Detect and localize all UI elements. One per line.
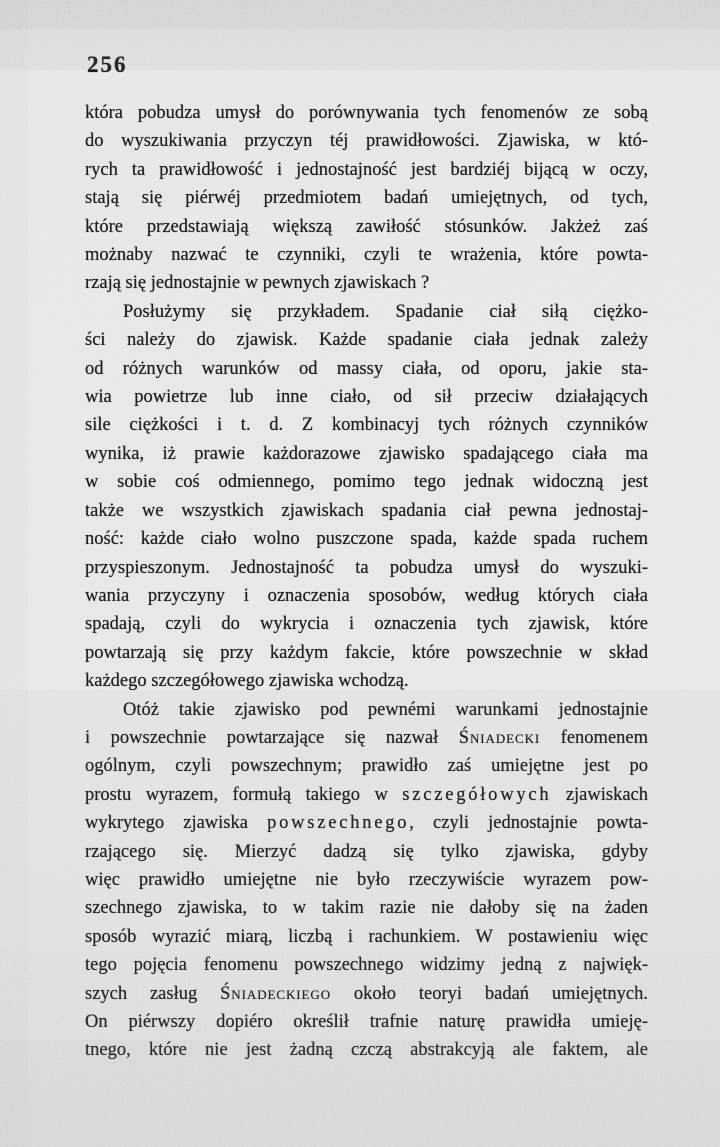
text-segment: do wyszukiwania przyczyn téj prawidłowości. Zjawiska, w któ- [85,131,648,152]
text-segment: wania przyczyny i oznaczenia sposobów, według których ciała [85,585,648,606]
text-segment: więc prawidło umiejętne nie było rzeczywiście wyrazem pow- [85,869,648,890]
text-line [85,752,648,780]
text-line [85,127,648,155]
text-segment: ność: każde ciało wolno puszczone spada, każde spada ruchem [85,529,648,550]
text-segment: powtarzają się przy każdym fakcie, które powszechnie w skład [85,642,648,663]
text-segment: On piérwszy dopiéro określił trafnie naturę prawidła umieję- [85,1012,648,1032]
text-segment: rych ta prawidłowość i jednostajność jest bardziéj bijącą w oczy, [85,159,648,180]
text-segment: zjawiskach [551,784,649,805]
text-segment: ogólnym, czyli powszechnym; prawidło zaś umiejętne jest po [85,756,648,777]
text-segment: które przedstawiają większą zawiłość stósunków. Jakżeż zaś [85,216,648,237]
text-line [85,667,648,695]
text-segment: każdego szczegółowego zjawiska wchodzą. [85,671,409,692]
text-segment: także we wszystkich zjawiskach spadania ciał pewna jednostaj- [85,500,648,521]
person-name: Śniadecki [458,727,541,748]
text-segment: szych zasług [85,983,221,1004]
text-segment: możnaby nazwać te czynniki, czyli te wrażenia, które powta- [85,245,648,266]
text-segment: rzają się jednostajnie w pewnych zjawiskach ? [85,273,430,294]
text-line [85,894,648,922]
text-segment: prostu wyrazem, formułą takiego w [85,784,403,805]
text-line [85,696,648,724]
text-line [85,1008,648,1036]
text-segment: wia powietrze lub inne ciało, od sił przeciw działających [85,387,648,408]
text-segment: Otóż takie zjawisko pod pewnémi warunkami jednostajnie [123,699,648,720]
text-line [85,724,648,752]
text-line [85,468,648,496]
text-line [85,809,648,837]
text-line [85,610,648,638]
paragraph [85,696,648,1065]
text-line [85,554,648,582]
text-segment: ści należy do zjawisk. Każde spadanie ciała jednak zależy [85,330,648,351]
text-line [85,99,648,127]
text-line [85,923,648,951]
text-segment: tego pojęcia fenomenu powszechnego widzimy jedną z najwięk- [85,955,648,976]
text-segment: fenomenem [540,727,649,748]
paragraph [85,298,648,696]
page-text [85,99,648,1065]
text-segment: szechnego zjawiska, to w takim razie nie dałoby się na żaden [85,898,648,919]
text-line [85,866,648,894]
emphasized-word: powszechnego [267,813,410,834]
text-line [85,355,648,383]
text-line [85,440,648,468]
text-segment: wykrytego zjawiska [85,813,268,834]
text-line [85,411,648,439]
text-line [85,156,648,184]
text-line [85,525,648,553]
text-segment: sile ciężkości i t. d. Z kombinacyj tych różnych czynników [85,415,648,436]
text-segment: i powszechnie powtarzające się nazwał [85,727,459,748]
text-segment: przyspieszonym. Jednostajność ta pobudza umysł do wyszuki- [85,557,648,578]
text-line [85,582,648,610]
text-line [85,951,648,979]
text-segment: Posłużymy się przykładem. Spadanie ciał siłą ciężko- [123,301,648,322]
text-segment: około teoryi badań umiejętnych. [331,983,648,1004]
text-line [85,269,648,297]
text-line [85,639,648,667]
text-segment: która pobudza umysł do porównywania tych fenomenów ze sobą [85,103,648,123]
emphasized-word: szczegółowych [402,784,552,805]
text-segment: spadają, czyli do wykrycia i oznaczenia tych zjawisk, które [85,614,648,635]
text-line [85,184,648,212]
paragraph [85,99,648,298]
text-line [85,241,648,269]
text-line [85,497,648,525]
text-line [85,781,648,809]
text-segment: od różnych warunków od massy ciała, od oporu, jakie sta- [85,358,648,379]
text-line [85,383,648,411]
text-segment: tnego, które nie jest żadną czczą abstrakcyją ale faktem, ale [85,1040,648,1061]
text-segment: , czyli jednostajnie powta- [409,813,648,834]
person-name: Śniadeckiego [220,983,332,1004]
text-line [85,298,648,326]
text-segment: stają się piérwéj przedmiotem badań umiejętnych, od tych, [85,188,648,209]
text-segment: wynika, iż prawie każdorazowe zjawisko spadającego ciała ma [85,443,648,464]
text-line [85,980,648,1008]
text-line [85,213,648,241]
text-segment: sposób wyrazić miarą, liczbą i rachunkiem. W postawieniu więc [85,926,648,947]
page-number: 256 [87,52,128,77]
text-line [85,838,648,866]
text-line [85,1036,648,1064]
text-segment: w sobie coś odmiennego, pomimo tego jednak widoczną jest [85,472,648,493]
text-segment: rzającego się. Mierzyć dadzą się tylko zjawiska, gdyby [85,841,648,862]
text-line [85,326,648,354]
